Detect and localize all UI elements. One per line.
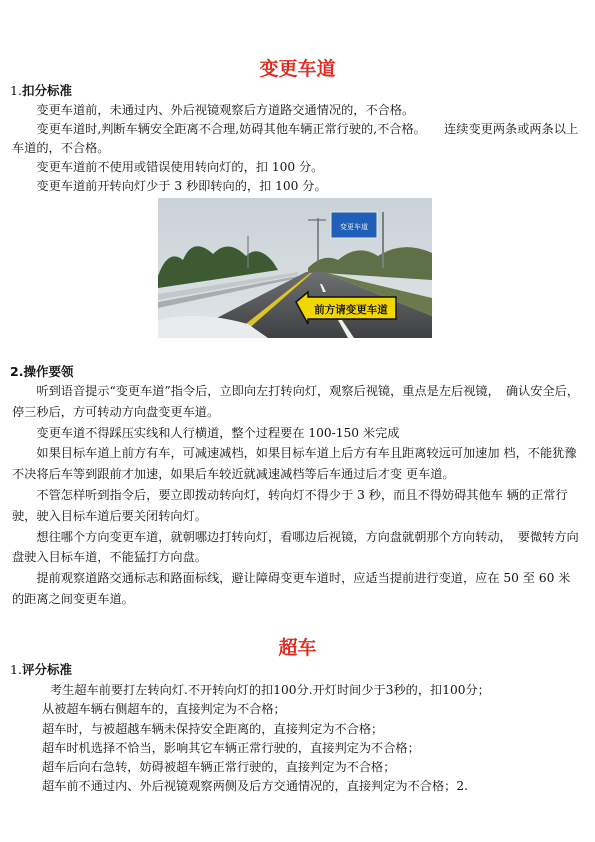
rule-line: 从被超车辆右侧超车的，直接判定为不合格；	[42, 702, 286, 717]
photo-sign-text: 前方请变更车道	[314, 304, 388, 316]
road-lane-change-photo	[158, 198, 432, 338]
heading-scoring-standard	[10, 661, 72, 679]
rule-line: 超车后向右急转，妨碍被超车辆正常行驶的，直接判定为不合格；	[42, 760, 396, 775]
overhead-sign-text: 变更车道	[340, 223, 368, 231]
heading-text: 扣分标准	[21, 83, 72, 98]
paragraph: 变更车道前不使用或错误使用转向灯的，扣 100 分。	[36, 160, 324, 174]
heading-operation-essentials	[10, 363, 73, 381]
paragraph: 不管怎样听到指令后，要立即拨动转向灯，转向灯不得少于 3 秒，而且不得妨碍其他车 辆的正常行驶，驶入目标车道后要关闭转向灯。	[12, 487, 568, 523]
section-title-overtaking: 超车	[278, 637, 317, 659]
paragraph: 变更车道前开转向灯少于 3 秒即转向的，扣 100 分。	[36, 179, 327, 193]
paragraph: 变更车道时,判断车辆安全距离不合理,妨碍其他车辆正常行驶的,不合格。 连续变更两条或两条以上车道的，不合格。	[12, 122, 579, 155]
rule-line: 超车时，与被超越车辆未保持安全距离的，直接判定为不合格；	[42, 721, 384, 736]
heading-text: 操作要领	[23, 364, 74, 379]
paragraph: 想往哪个方向变更车道，就朝哪边打转向灯，看哪边后视镜，方向盘就朝那个方向转动， 要微转方向盘驶入目标车道，不能猛打方向盘。	[12, 529, 579, 565]
paragraph: 如果目标车道上前方有车，可减速减档，如果目标车道上后方有车且距离较远可加速加 档，不能犹豫不决将后车等到跟前才加速，如果后车较近就减速减档等后车通过后才变 更车道。	[12, 446, 577, 482]
paragraph: 听到语音提示“变更车道”指令后，立即向左打转向灯，观察后视镜，重点是左后视镜， 确认安全后，停三秒后，方可转动方向盘变更车道。	[12, 384, 580, 419]
section-title-lane-change: 变更车道	[259, 58, 336, 80]
paragraph: 变更车道不得踩压实线和人行横道，整个过程要在 100-150 米完成	[36, 425, 400, 440]
paragraph: 提前观察道路交通标志和路面标线，避让障碍变更车道时，应适当提前进行变道，应在 50 至 60 米的距离之间变更车道。	[12, 571, 571, 606]
road-photo-illustration	[158, 198, 432, 338]
rule-line: 考生超车前要打左转向灯.不开转向灯的扣100分.开灯时间少于3秒的，扣100分；	[50, 683, 490, 697]
deduction-paragraphs	[12, 101, 582, 196]
heading-text: 评分标准	[21, 662, 72, 677]
paragraph: 变更车道前，未通过内、外后视镜观察后方道路交通情况的，不合格。	[36, 103, 415, 117]
rule-line: 超车时机选择不恰当，影响其它车辆正常行驶的，直接判定为不合格；	[42, 740, 420, 755]
overtaking-rules	[12, 681, 592, 797]
heading-number: 1.	[10, 662, 22, 677]
heading-deduction-standard	[10, 82, 72, 100]
rule-line: 超车前不通过内、外后视镜观察两侧及后方交通情况的，直接判定为不合格；2.	[42, 779, 469, 794]
heading-number: 2.	[10, 364, 24, 379]
operation-paragraphs	[12, 381, 582, 610]
heading-number: 1.	[10, 83, 22, 98]
